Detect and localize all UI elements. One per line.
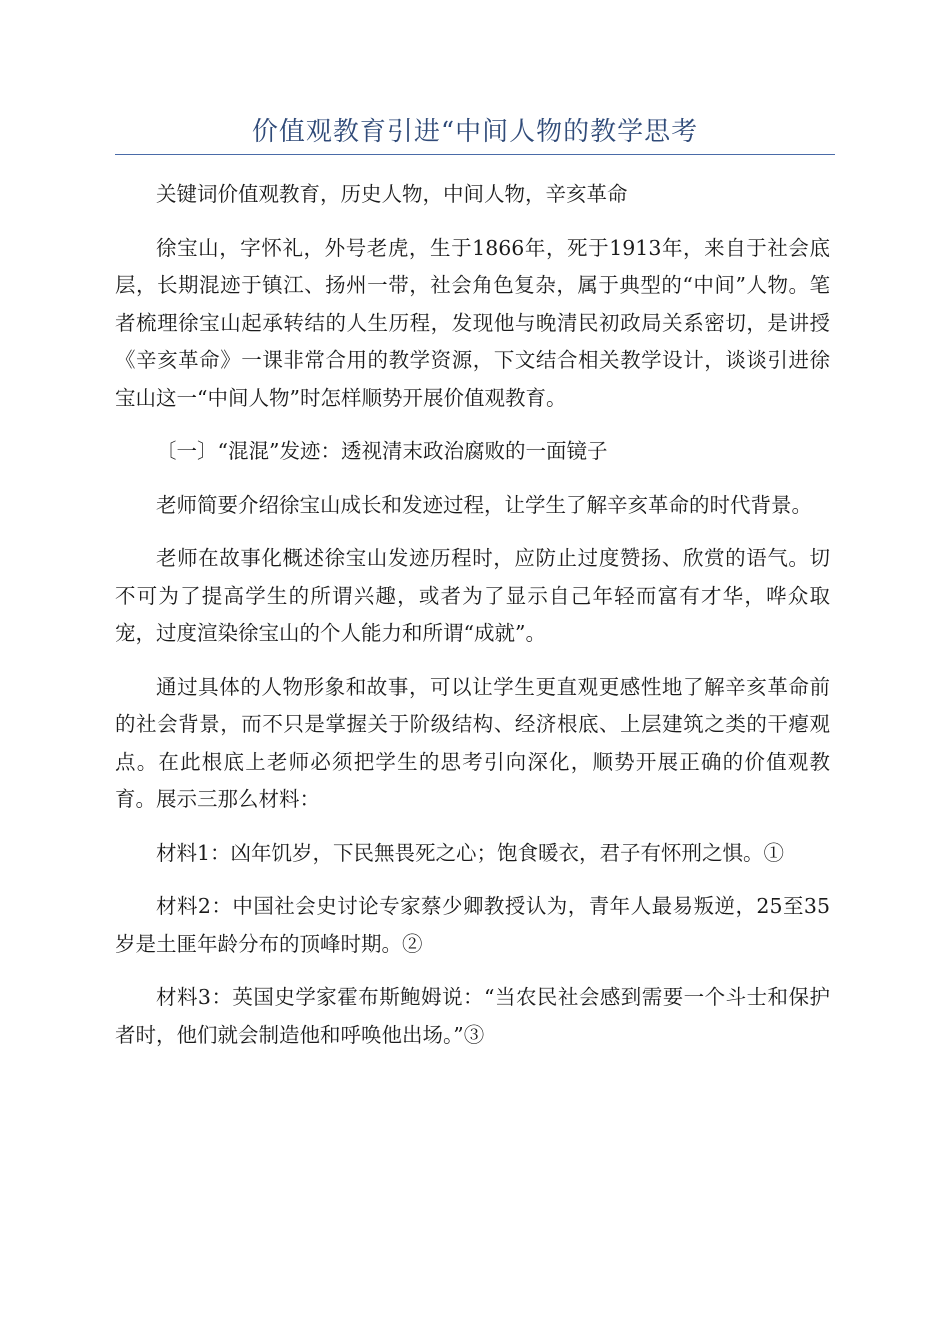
document-title: 价值观教育引进“中间人物的教学思考 (251, 117, 699, 147)
material-3-paragraph: 材料3：英国史学家霍布斯鲍姆说：“当农民社会感到需要一个斗士和保护者时，他们就会制造他和呼唤他出场。”③ (115, 985, 830, 1047)
body-paragraph: 老师在故事化概述徐宝山发迹历程时，应防止过度赞扬、欣赏的语气。切不可为了提高学生的所谓兴趣，或者为了显示自己年轻而富有才华，哗众取宠，过度渲染徐宝山的个人能力和所谓“成就”。 (115, 546, 830, 645)
title-underline (115, 154, 835, 155)
section-heading: 〔一〕“混混”发迹：透视清末政治腐败的一面镜子 (156, 439, 608, 463)
body-paragraph: 老师简要介绍徐宝山成长和发迹过程，让学生了解辛亥革命的时代背景。 (156, 492, 812, 517)
material-2-paragraph: 材料2：中国社会史讨论专家蔡少卿教授认为，青年人最易叛逆，25至35岁是土匪年龄分布的顶峰时期。② (115, 894, 830, 956)
keywords-paragraph: 关键词价值观教育，历史人物，中间人物，辛亥革命 (156, 182, 628, 206)
body-paragraph: 通过具体的人物形象和故事，可以让学生更直观更感性地了解辛亥革命前的社会背景，而不只是掌握关于阶级结构、经济根底、上层建筑之类的干瘪观点。在此根底上老师必须把学生的思考引向深化，顺势开展正确的价值观教育。展示三那么材料： (115, 674, 830, 811)
material-1-paragraph: 材料1：凶年饥岁，下民無畏死之心；饱食暖衣，君子有怀刑之惧。① (156, 840, 785, 865)
document-body (115, 176, 830, 1070)
intro-paragraph: 徐宝山，字怀礼，外号老虎，生于1866年，死于1913年，来自于社会底层，长期混迹于镇江、扬州一带，社会角色复杂，属于典型的“中间”人物。笔者梳理徐宝山起承转结的人生历程，发现他与晚清民初政局关系密切，是讲授《辛亥革命》一课非常合用的教学资源，下文结合相关教学设计，谈谈引进徐宝山这一“中间人物”时怎样顺势开展价值观教育。 (115, 235, 830, 410)
